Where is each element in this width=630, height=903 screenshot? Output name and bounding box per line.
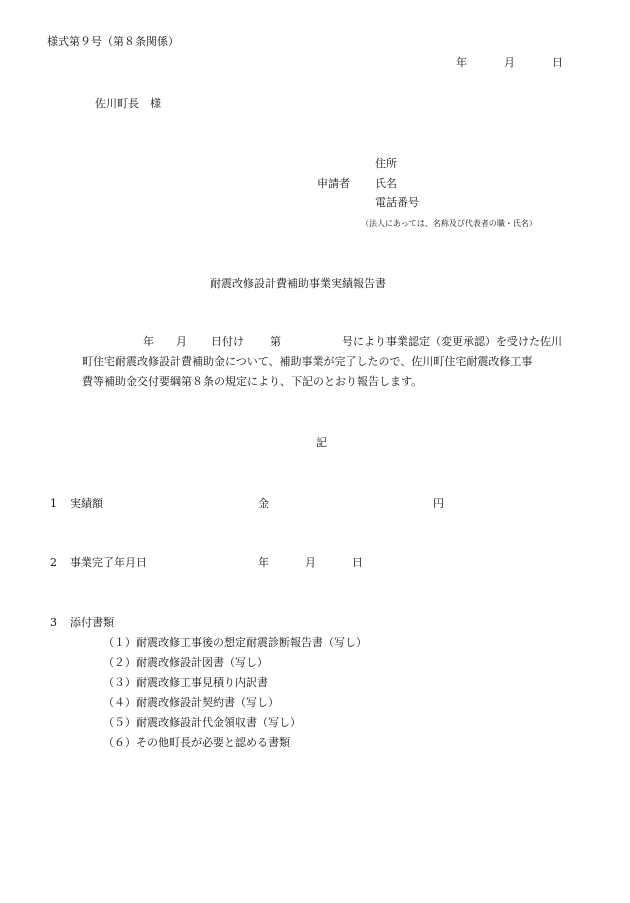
item2-month: 月: [305, 556, 316, 569]
phone-label: 電話番号: [375, 196, 419, 209]
body-line2: 町住宅耐震改修設計費補助金について、補助事業が完了したので、佐川町住宅耐震改修工事: [82, 355, 533, 368]
body-line1-rest: 号により事業認定（変更承認）を受けた佐川: [342, 335, 562, 348]
item2-year: 年: [258, 556, 269, 569]
item3-label: 添付書類: [70, 616, 114, 629]
attachment-item: （１）耐震改修工事後の想定耐震診断報告書（写し）: [103, 636, 367, 649]
applicant-label: 申請者: [317, 177, 350, 190]
body-no: 第: [270, 335, 281, 348]
item2-number: 2: [50, 556, 57, 569]
attachment-item: （６）その他町長が必要と認める書類: [103, 736, 290, 749]
attachment-item: （２）耐震改修設計図書（写し）: [103, 656, 268, 669]
body-dated: 日付け: [211, 335, 244, 348]
item3-number: 3: [50, 616, 57, 629]
header-date-day: 日: [552, 56, 563, 69]
body-line3: 費等補助金交付要綱第８条の規定により、下記のとおり報告します。: [82, 375, 423, 388]
document-title: 耐震改修設計費補助事業実績報告書: [210, 277, 386, 290]
name-label: 氏名: [375, 177, 397, 190]
item2-label: 事業完了年月日: [70, 556, 147, 569]
header-date-month: 月: [504, 56, 515, 69]
body-month: 月: [176, 335, 187, 348]
attachment-item: （５）耐震改修設計代金領収書（写し）: [103, 716, 301, 729]
form-label: 様式第９号（第８条関係）: [47, 35, 179, 48]
corporation-note: （法人にあっては、名称及び代表者の職・氏名）: [361, 219, 537, 228]
addressee: 佐川町長 様: [95, 97, 161, 110]
item1-yen: 円: [433, 497, 444, 510]
header-date-year: 年: [456, 56, 467, 69]
item1-label: 実績額: [70, 497, 103, 510]
attachment-item: （３）耐震改修工事見積り内訳書: [103, 676, 268, 689]
item1-number: 1: [50, 497, 57, 510]
ki-heading: 記: [316, 436, 327, 449]
address-label: 住所: [375, 157, 397, 170]
attachment-item: （４）耐震改修設計契約書（写し）: [103, 696, 279, 709]
body-year: 年: [143, 335, 154, 348]
item1-kin: 金: [258, 497, 269, 510]
item2-day: 日: [352, 556, 363, 569]
